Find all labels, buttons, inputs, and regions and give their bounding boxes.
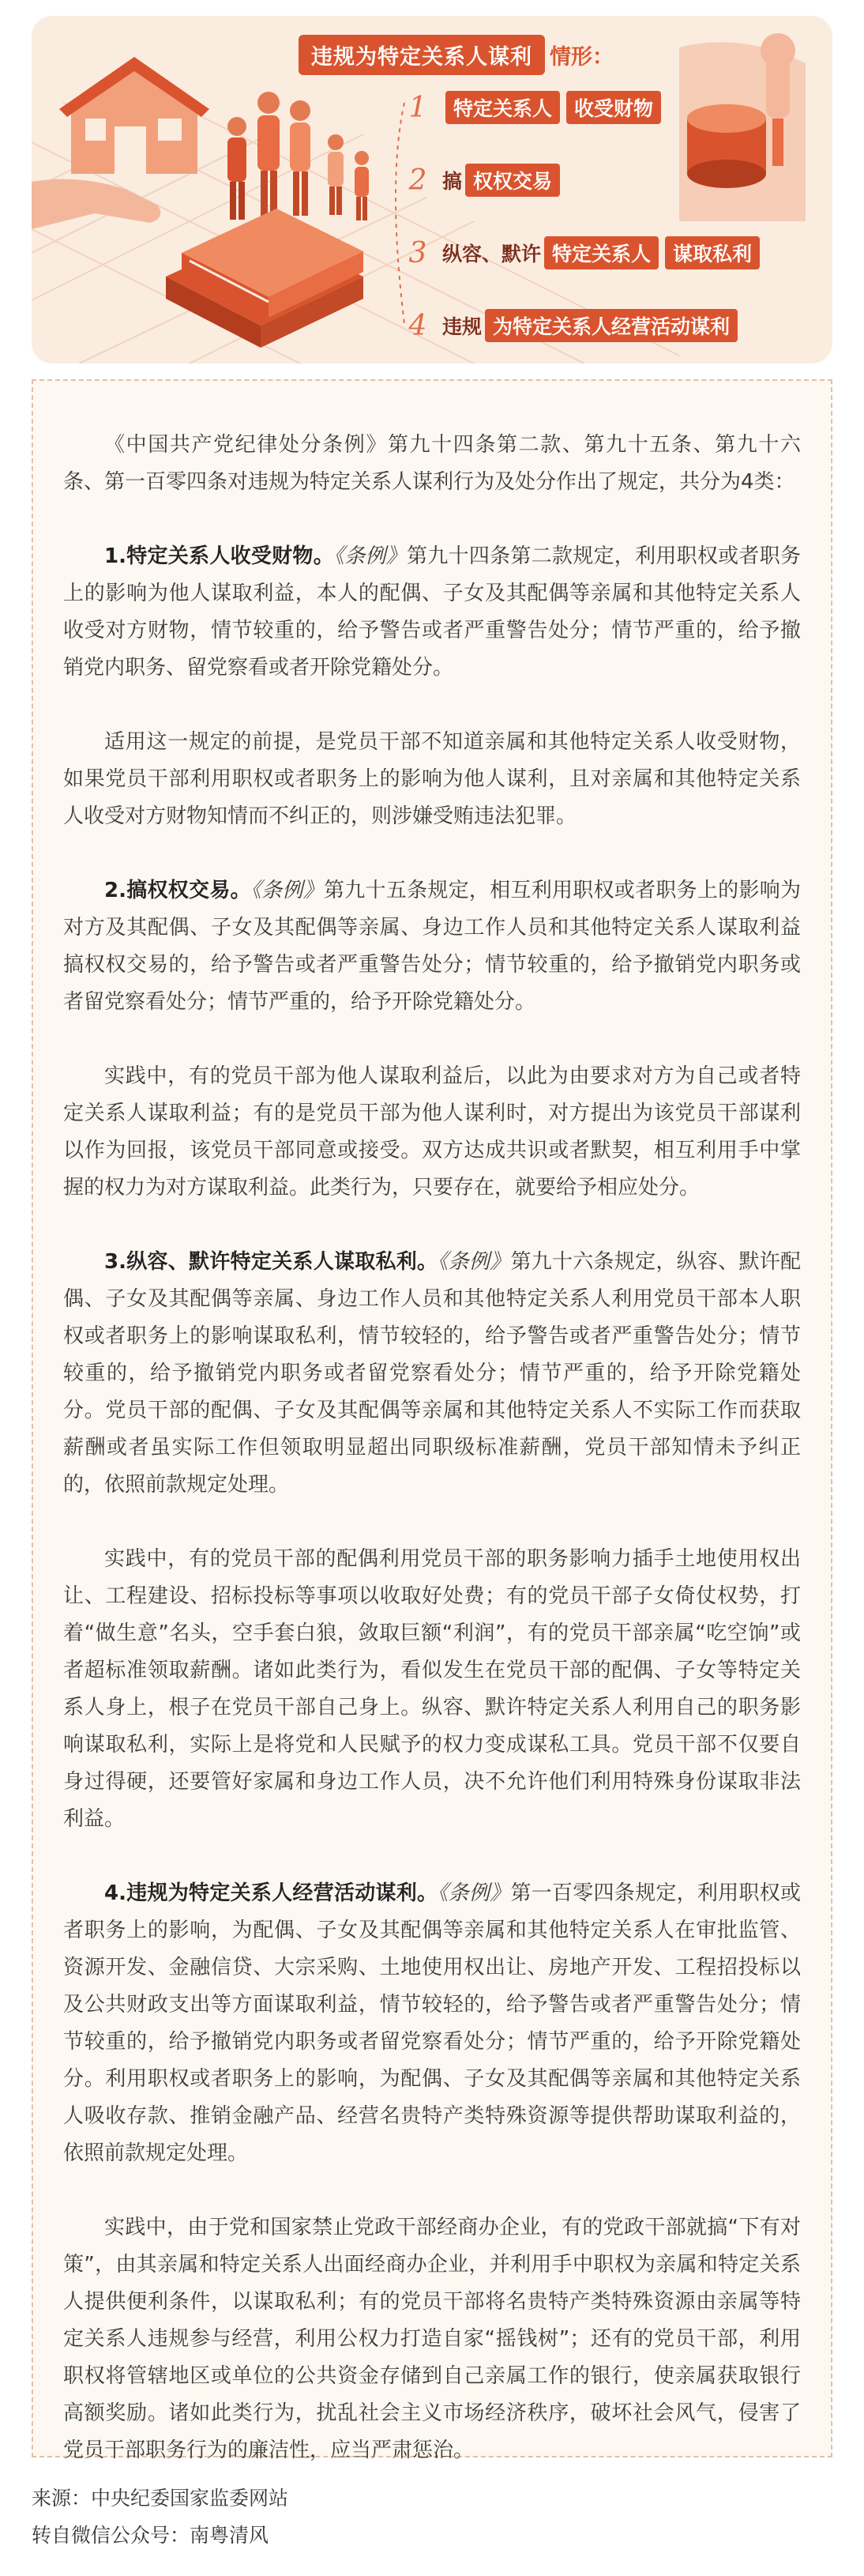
regulation-citation: 《条例》 — [438, 1250, 511, 1274]
section-heading: 1.特定关系人收受财物。 — [104, 544, 334, 568]
item-text-part: 权权交易 — [465, 164, 560, 197]
section-body: 第九十四条第二款规定，利用职权或者职务上的影响为他人谋取利益，本人的配偶、子女及其配偶等亲属和其他特定关系人收受对方财物，情节较重的，给予警告或者严重警告处分；情节严重的，给予撤销党内职务、留党察看或者开除党籍处分。 — [63, 544, 801, 680]
section-body: 第九十五条规定，相互利用职权或者职务上的影响为对方及其配偶、子女及其配偶等亲属、身边工作人员和其他特定关系人谋取利益搞权权交易的，给予警告或者严重警告处分；情节较重的，给予撤销党内职务或者留党察看处分；情节严重的，给予开除党籍处分。 — [63, 879, 801, 1014]
item-text-part: 特定关系人 — [445, 91, 560, 124]
coin-jar-icon — [679, 33, 806, 221]
item-text-part: 谋取私利 — [665, 236, 760, 269]
item-text-part: 收受财物 — [566, 91, 661, 124]
regulation-citation: 《条例》 — [333, 544, 408, 568]
item-text-part: 为特定关系人经营活动谋利 — [485, 309, 738, 342]
item-number: 3 — [408, 236, 427, 269]
item-text-part: 纵容、默许 — [442, 243, 542, 266]
banner-item-4 — [404, 303, 741, 348]
money-stack-icon — [166, 209, 363, 348]
section-heading: 3.纵容、默许特定关系人谋取私利。 — [104, 1250, 438, 1274]
item-text-part: 搞 — [442, 170, 463, 193]
banner-item-3 — [404, 231, 763, 275]
banner-title-rest: 情形： — [550, 44, 614, 70]
section-2-note: 实践中，有的党员干部为他人谋取利益后，以此为由要求对方为自己或者特定关系人谋取利益；有的是党员干部为他人谋利时，对方提出为该党员干部谋利以作为回报，该党员干部同意或接受。双方达成共识或者默契，相互利用手中掌握的权力为对方谋取利益。此类行为，只要存在，就要给予相应处分。 — [63, 1064, 801, 1199]
item-text-part: 特定关系人 — [544, 236, 659, 269]
illustration-banner — [32, 16, 832, 363]
item-number: 4 — [408, 309, 427, 342]
banner-item-1 — [404, 85, 664, 130]
section-heading: 4.违规为特定关系人经营活动谋利。 — [104, 1881, 438, 1905]
section-3-note: 实践中，有的党员干部的配偶利用党员干部的职务影响力插手土地使用权出让、工程建设、招标投标等事项以收取好处费；有的党员干部子女倚仗权势，打着“做生意”名头，空手套白狼，敛取巨额“利润”，有的党员干部亲属“吃空饷”或者超标准领取薪酬。诸如此类行为，看似发生在党员干部的配偶、子女等特定关系人身上，根子在党员干部自己身上。纵容、默许特定关系人利用自己的职务影响谋取私利，实际上是将党和人民赋予的权力变成谋私工具。党员干部不仅要自身过得硬，还要管好家属和身边工作人员，决不允许他们利用特殊身份谋取非法利益。 — [63, 1547, 801, 1831]
banner-item-2 — [404, 158, 563, 202]
section-1-note: 适用这一规定的前提，是党员干部不知道亲属和其他特定关系人收受财物，如果党员干部利用职权或者职务上的影响为他人谋利，且对亲属和其他特定关系人收受对方财物知情而不纠正的，则涉嫌受贿违法犯罪。 — [63, 730, 801, 828]
section-4-note: 实践中，由于党和国家禁止党政干部经商办企业，有的党政干部就搞“下有对策”，由其亲属和特定关系人出面经商办企业，并利用手中职权为亲属和特定关系人提供便利条件，以谋取私利；有的党员干部将名贵特产类特殊资源由亲属等特定关系人违规参与经营，利用公权力打造自家“摇钱树”；还有的党员干部，利用职权将管辖地区或单位的公共资金存储到自己亲属工作的银行，使亲属获取银行高额奖励。诸如此类行为，扰乱社会主义市场经济秩序，破坏社会风气，侵害了党员干部职务行为的廉洁性，应当严肃惩治。 — [63, 2216, 801, 2462]
section-2 — [63, 872, 801, 1021]
item-number: 2 — [408, 164, 427, 197]
section-1 — [63, 538, 801, 687]
family-figures-icon — [227, 92, 369, 220]
section-body: 第九十六条规定，纵容、默许配偶、子女及其配偶等亲属、身边工作人员和其他特定关系人利用党员干部本人职权或者职务上的影响谋取私利，情节较轻的，给予警告或者严重警告处分；情节较重的，给予撤销党内职务或者留党察看处分；情节严重的，给予开除党籍处分。党员干部的配偶、子女及其配偶等亲属和其他特定关系人不实际工作而获取薪酬或者虽实际工作但领取明显超出同职级标准薪酬，党员干部知情未予纠正的，依照前款规定处理。 — [63, 1250, 801, 1497]
regulation-citation: 《条例》 — [438, 1881, 511, 1905]
section-body: 第一百零四条规定，利用职权或者职务上的影响，为配偶、子女及其配偶等亲属和其他特定关系人在审批监管、资源开发、金融信贷、大宗采购、土地使用权出让、房地产开发、工程招投标以及公共财政支出等方面谋取利益，情节较轻的，给予警告或者严重警告处分；情节较重的，给予撤销党内职务或者留党察看处分；情节严重的，给予开除党籍处分。利用职权或者职务上的影响，为配偶、子女及其配偶等亲属和其他特定关系人吸收存款、推销金融产品、经营名贵特产类特殊资源等提供帮助谋取利益的，依照前款规定处理。 — [63, 1881, 801, 2165]
section-heading: 2.搞权权交易。 — [104, 879, 251, 902]
item-text-part: 违规 — [442, 315, 483, 338]
source-line: 来源：中央纪委国家监委网站 — [32, 2487, 289, 2510]
section-3 — [63, 1244, 801, 1504]
banner-title — [299, 30, 614, 79]
house-icon — [59, 57, 209, 174]
item-number: 1 — [408, 91, 427, 124]
section-4 — [63, 1875, 801, 2172]
regulation-citation: 《条例》 — [250, 879, 324, 902]
article-panel — [32, 379, 832, 2462]
banner-title-highlight: 违规为特定关系人谋利 — [299, 35, 545, 75]
article-footer — [32, 2480, 288, 2554]
repost-line: 转自微信公众号：南粤清风 — [32, 2524, 269, 2547]
article-intro: 《中国共产党纪律处分条例》第九十四条第二款、第九十五条、第九十六条、第一百零四条对违规为特定关系人谋利行为及处分作出了规定，共分为4类： — [63, 433, 801, 494]
